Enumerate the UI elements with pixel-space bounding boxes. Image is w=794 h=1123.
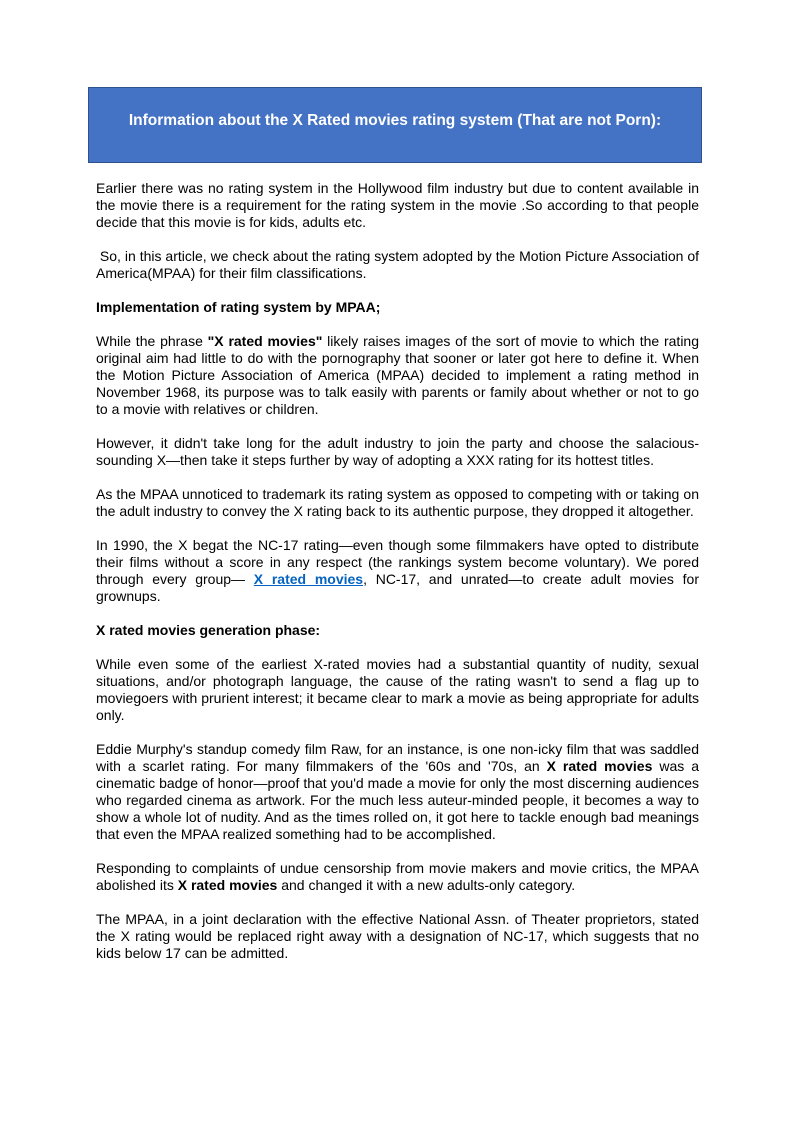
text: was a cinematic badge of honor—proof that you'd made a movie for only the most discerning audiences who regarded cinema as artwork. For the much less auteur-minded people, it becomes a way to show a whole lot of nudity. And as the times rolled on, it got here to tackle enough bad meanings that even the MPAA realized something had to be accomplished. — [96, 758, 699, 842]
paragraph — [96, 537, 699, 605]
text: , NC-17, and unrated—to create adult movies for grownups. — [96, 571, 699, 604]
text: While the phrase — [96, 333, 208, 349]
paragraph: Earlier there was no rating system in the Hollywood film industry but due to content available in the movie there is a requirement for the rating system in the movie .So according to that people decide that this movie is for kids, adults etc. — [96, 180, 699, 230]
paragraph: However, it didn't take long for the adult industry to join the party and choose the salacious-sounding X—then take it steps further by way of adopting a XXX rating for its hottest titles. — [96, 435, 699, 468]
text: likely raises images of the sort of movie to which the rating original aim had little to do with the pornography that sooner or later got here to define it. When the Motion Picture Association of America (MPAA) decided to implement a rating method in November 1968, its purpose was to talk easily with parents or family about whether or not to go to a movie with relatives or children. — [96, 333, 699, 417]
x-rated-movies-link[interactable]: X rated movies — [253, 571, 364, 587]
bold-text: "X rated movies" — [207, 333, 323, 349]
document-title: Information about the X Rated movies rating system (That are not Porn): — [128, 112, 662, 129]
paragraph — [96, 333, 699, 418]
paragraph: As the MPAA unnoticed to trademark its rating system as opposed to competing with or taking on the adult industry to convey the X rating back to its authentic purpose, they dropped it altogether. — [96, 486, 699, 519]
text: and changed it with a new adults-only category. — [277, 877, 576, 893]
document-body — [96, 180, 699, 979]
paragraph: While even some of the earliest X-rated movies had a substantial quantity of nudity, sexual situations, and/or photograph language, the cause of the rating wasn't to send a flag up to moviegoers with prurient interest; it became clear to mark a movie as being appropriate for adults only. — [96, 656, 699, 723]
paragraph — [96, 741, 699, 843]
paragraph — [96, 860, 699, 894]
paragraph: The MPAA, in a joint declaration with the effective National Assn. of Theater proprietors, stated the X rating would be replaced right away with a designation of NC-17, which suggests that no kids below 17 can be admitted. — [96, 911, 699, 961]
bold-text: X rated movies — [546, 758, 653, 774]
text: Eddie Murphy's standup comedy film Raw, for an instance, is one non-icky film that was saddled with a scarlet rating. For many filmmakers of the '60s and '70s, an — [96, 741, 699, 774]
text: In 1990, the X begat the NC-17 rating—even though some filmmakers have opted to distribute their films without a score in any respect (the rankings system become voluntary). We pored through every group— — [96, 537, 699, 587]
paragraph: So, in this article, we check about the rating system adopted by the Motion Picture Association of America(MPAA) for their film classifications. — [96, 248, 699, 281]
section-heading: Implementation of rating system by MPAA; — [96, 299, 381, 315]
bold-text: X rated movies — [177, 877, 278, 893]
text: Responding to complaints of undue censorship from movie makers and movie critics, the MPAA abolished its — [96, 860, 699, 893]
title-banner — [88, 87, 702, 163]
section-heading: X rated movies generation phase: — [96, 622, 321, 638]
